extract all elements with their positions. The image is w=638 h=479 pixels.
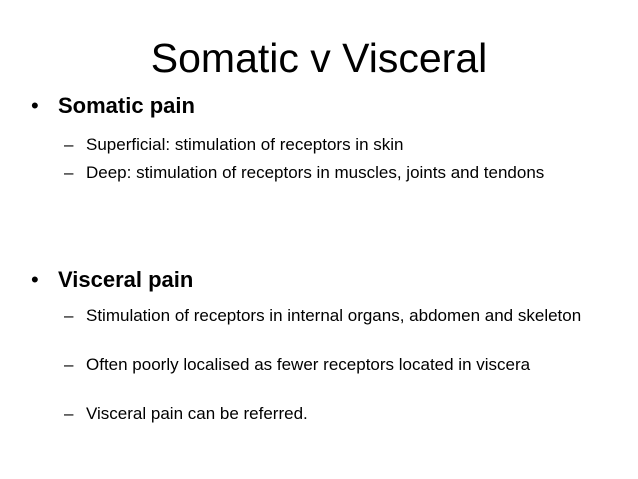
sub-item-referred <box>64 403 584 424</box>
sub-item-poorly-localised <box>64 354 584 375</box>
sub-item-superficial <box>64 134 584 155</box>
dash-marker: – <box>64 306 74 325</box>
bullet-marker: • <box>31 93 39 118</box>
bullet-heading: Somatic pain <box>58 93 195 118</box>
sub-item-text: Often poorly localised as fewer receptors located in viscera <box>86 355 531 374</box>
sub-item-text: Visceral pain can be referred. <box>86 404 308 423</box>
sub-item-text: Deep: stimulation of receptors in muscles, joints and tendons <box>86 163 545 182</box>
dash-marker: – <box>64 135 74 154</box>
sub-item-deep <box>64 162 584 183</box>
bullet-heading: Visceral pain <box>58 267 194 292</box>
dash-marker: – <box>64 163 74 182</box>
dash-marker: – <box>64 355 74 374</box>
sub-item-text: Superficial: stimulation of receptors in skin <box>86 135 404 154</box>
dash-marker: – <box>64 404 74 423</box>
sub-item-stimulation <box>64 305 584 326</box>
bullet-marker: • <box>31 267 39 292</box>
sub-item-text: Stimulation of receptors in internal organs, abdomen and skeleton <box>86 306 582 325</box>
slide-title: Somatic v Visceral <box>150 35 488 81</box>
